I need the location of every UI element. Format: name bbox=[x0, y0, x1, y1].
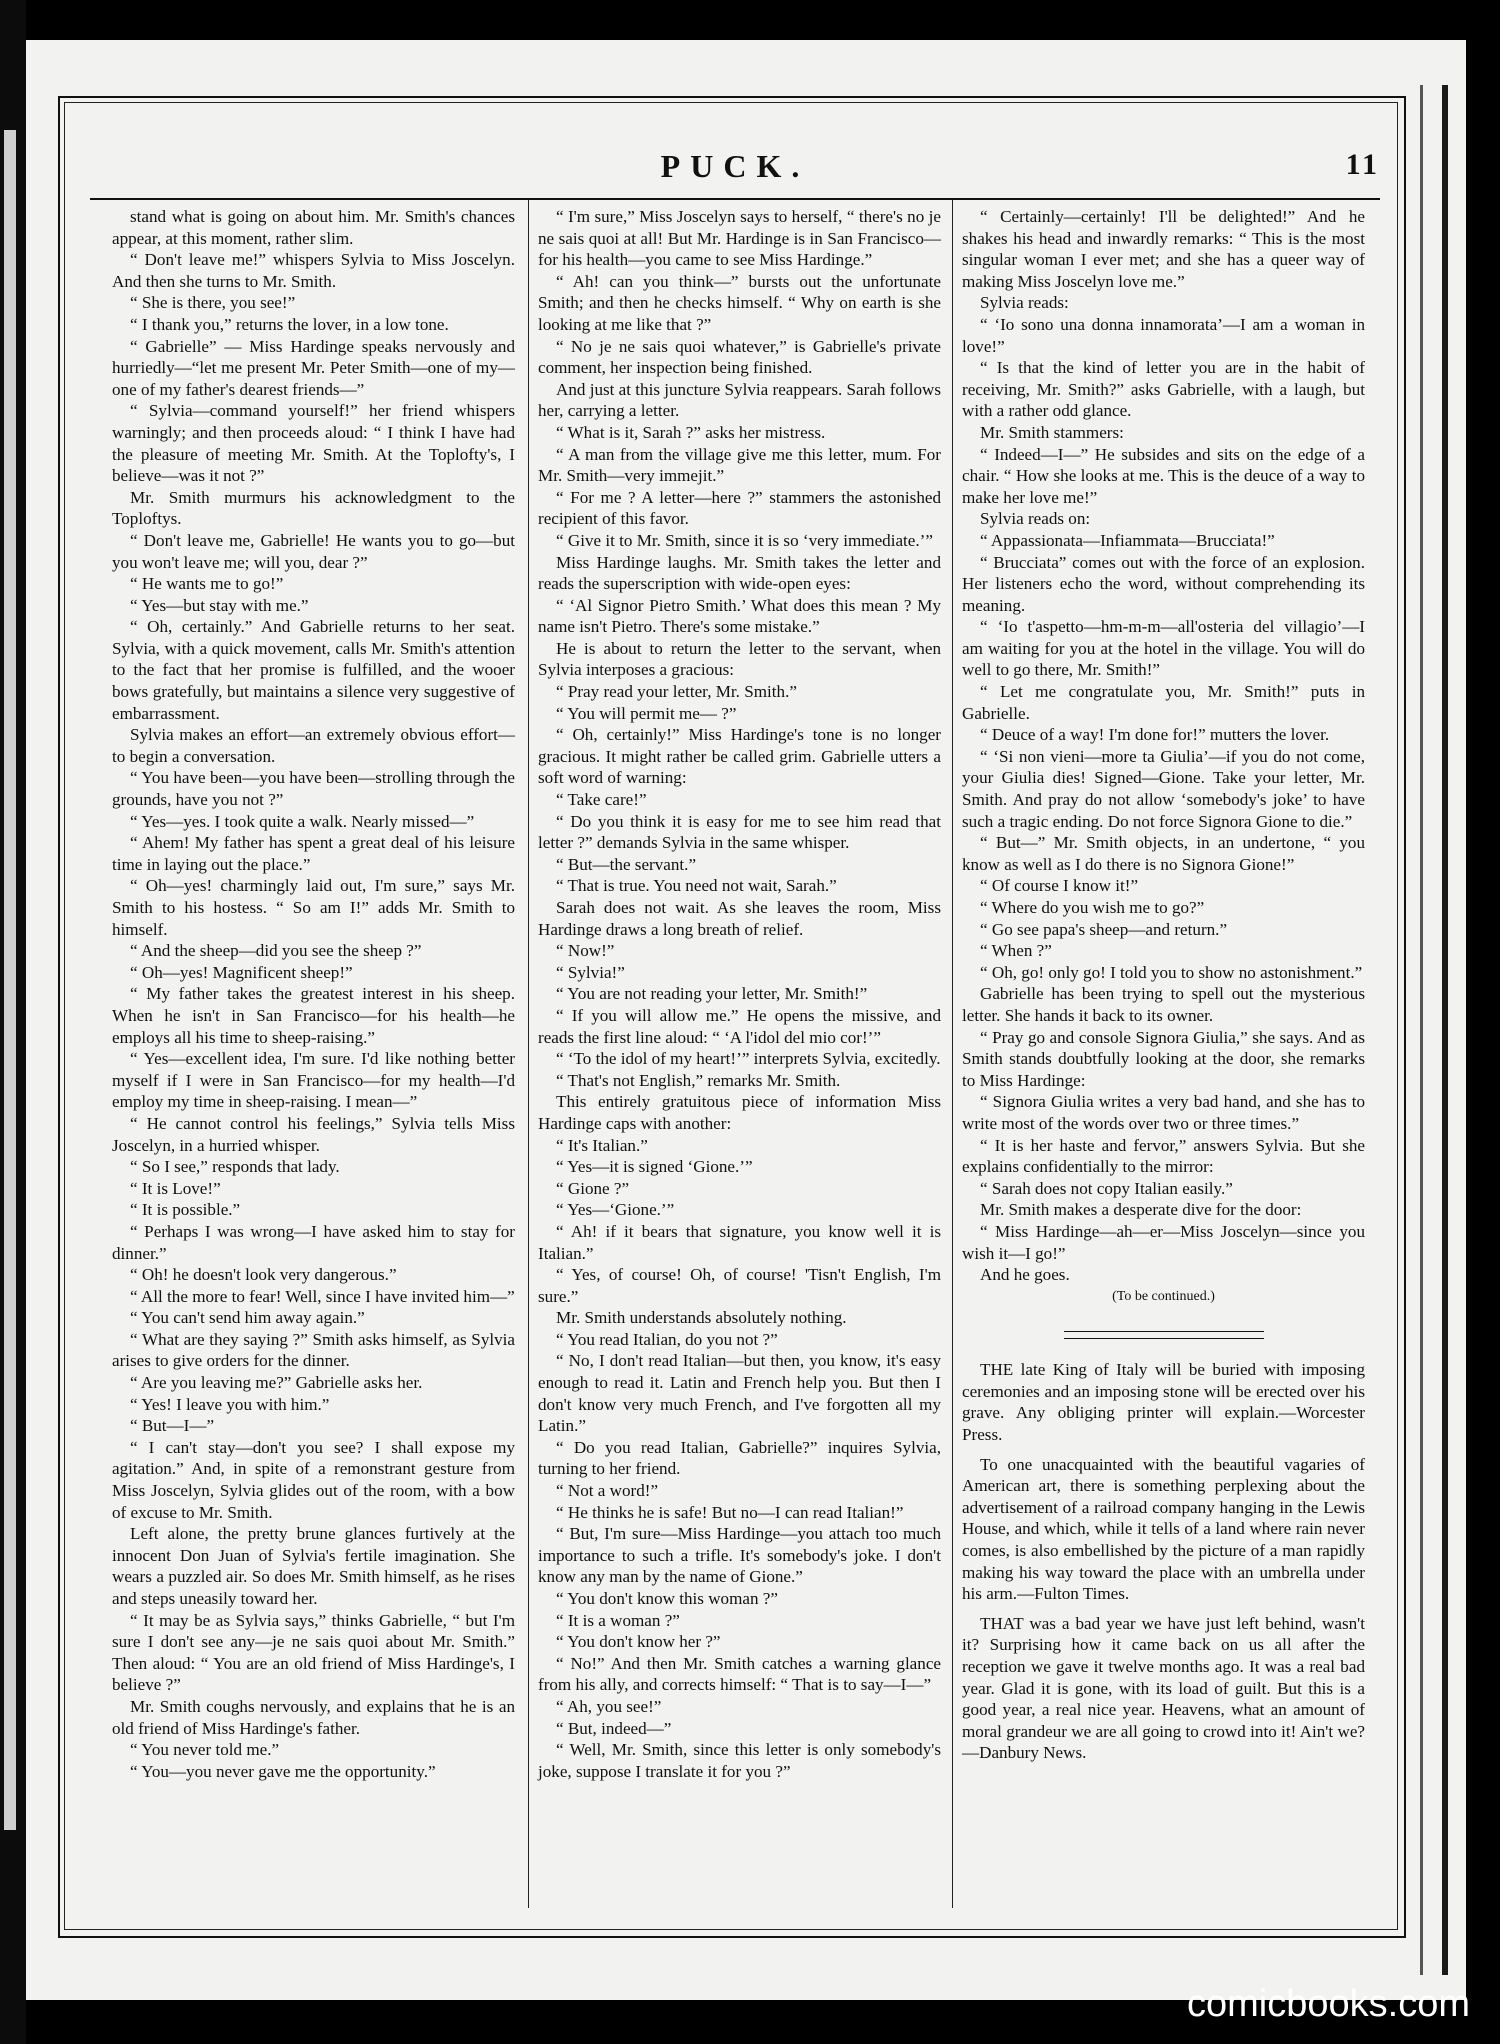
paragraph: “ Miss Hardinge—ah—er—Miss Joscelyn—since you wish it—I go!” bbox=[962, 1221, 1365, 1263]
paragraph: “ You—you never gave me the opportunity.” bbox=[130, 1761, 436, 1781]
paragraph: “ I thank you,” returns the lover, in a low tone. bbox=[130, 314, 449, 334]
paragraph: “ Sylvia—command yourself!” her friend whispers warningly; and then proceeds aloud: “ I think I have had the pleasure of meeting Mr. Smith. At the Toplofty's, I believe—was it not ?” bbox=[112, 401, 515, 486]
item-gap bbox=[962, 1446, 1365, 1454]
paragraph: Mr. Smith murmurs his acknowledgment to the Toploftys. bbox=[112, 487, 515, 529]
paragraph: “ Ah, you see!” bbox=[556, 1696, 662, 1716]
paragraph: “ But—” Mr. Smith objects, in an undertone, “ you know as well as I do there is no Signora Gione!” bbox=[962, 833, 1365, 874]
paragraph: Gabrielle has been trying to spell out the mysterious letter. She hands it back to its owner. bbox=[962, 984, 1365, 1025]
paragraph: “ I'm sure,” Miss Joscelyn says to herself, “ there's no je ne sais quoi at all! But Mr. Hardinge is in San Francisco—for his health—you came to see Miss Hardinge.” bbox=[538, 207, 941, 270]
paragraph: “ He cannot control his feelings,” Sylvia tells Miss Joscelyn, in a hurried whisper. bbox=[112, 1113, 515, 1155]
page-header bbox=[90, 148, 1380, 196]
paragraph: “ Of course I know it!” bbox=[980, 876, 1139, 896]
paragraph: “ You never told me.” bbox=[130, 1740, 280, 1760]
paragraph: Mr. Smith makes a desperate dive for the door: bbox=[980, 1200, 1302, 1220]
paragraph: “ Yes! I leave you with him.” bbox=[130, 1394, 330, 1414]
paragraph: “ You read Italian, do you not ?” bbox=[556, 1329, 778, 1349]
paragraph: “ It is her haste and fervor,” answers Sylvia. But she explains confidentially to the mirror: bbox=[962, 1135, 1365, 1177]
paragraph: “ Oh—yes! charmingly laid out, I'm sure,” says Mr. Smith to his hostess. “ So am I!” adds Mr. Smith to himself. bbox=[112, 876, 515, 939]
paragraph: “ Well, Mr. Smith, since this letter is only somebody's joke, suppose I translate it for you ?” bbox=[538, 1740, 941, 1781]
paragraph: “ ‘Si non vieni—more ta Giulia’—if you do not come, your Giulia dies! Signed—Gione. Take your letter, Mr. Smith. And pray do not allow ‘somebody's joke’ to have such a tragic ending. Do not force Signora Gione to die.” bbox=[962, 746, 1365, 831]
page-edge-line bbox=[1420, 85, 1423, 1975]
paragraph: “ You don't know this woman ?” bbox=[556, 1589, 778, 1608]
paragraph: Miss Hardinge laughs. Mr. Smith takes the letter and reads the superscription with wide-open eyes: bbox=[538, 552, 941, 594]
paragraph: Sarah does not wait. As she leaves the room, Miss Hardinge draws a long breath of relief. bbox=[538, 898, 941, 939]
paragraph: Sylvia reads: bbox=[980, 293, 1069, 313]
paragraph: “ Now!” bbox=[556, 941, 615, 961]
paragraph: “ Oh, certainly.” And Gabrielle returns to her seat. Sylvia, with a quick movement, calls Mr. Smith's attention to the fact that her promise is fulfilled, and the wooer bows gratefully, but maintains a silence very suggestive of embarrassment. bbox=[112, 617, 515, 723]
page-edge-shadow bbox=[1442, 85, 1448, 1975]
paragraph: “ Do you read Italian, Gabrielle?” inquires Sylvia, turning to her friend. bbox=[538, 1437, 941, 1479]
paragraph: “ If you will allow me.” He opens the missive, and reads the first line aloud: “ ‘A l'idol del mio cor!’” bbox=[538, 1005, 941, 1047]
column-divider bbox=[528, 200, 529, 1908]
paragraph: “ For me ? A letter—here ?” stammers the astonished recipient of this favor. bbox=[538, 487, 941, 529]
masthead-title: PUCK. bbox=[660, 148, 810, 184]
paragraph: “ Ahem! My father has spent a great deal of his leisure time in laying out the place.” bbox=[112, 833, 515, 874]
paragraph: Mr. Smith coughs nervously, and explains that he is an old friend of Miss Hardinge's father. bbox=[112, 1696, 515, 1738]
header-rule bbox=[90, 198, 1380, 200]
paragraph: “ Is that the kind of letter you are in the habit of receiving, Mr. Smith?” asks Gabrielle, with a laugh, but with a rather odd glance. bbox=[962, 358, 1365, 421]
paragraph: “ She is there, you see!” bbox=[130, 293, 296, 313]
paragraph: “ It's Italian.” bbox=[556, 1135, 648, 1155]
paragraph: “ Don't leave me!” whispers Sylvia to Miss Joscelyn. And then she turns to Mr. Smith. bbox=[112, 250, 515, 291]
paragraph: And he goes. bbox=[980, 1265, 1070, 1285]
paragraph: “ But, indeed—” bbox=[556, 1718, 672, 1738]
watermark-text: comicbooks.com bbox=[1187, 1983, 1470, 2025]
paragraph: “ Oh! he doesn't look very dangerous.” bbox=[130, 1265, 397, 1285]
paragraph: “ Appassionata—Infiammata—Brucciata!” bbox=[980, 530, 1275, 550]
paragraph: “ Do you think it is easy for me to see him read that letter ?” demands Sylvia in the same whisper. bbox=[538, 811, 941, 853]
paragraph: “ Brucciata” comes out with the force of an explosion. Her listeners echo the word, without comprehending its meaning. bbox=[962, 552, 1365, 615]
paragraph: “ Ah! if it bears that signature, you know well it is Italian.” bbox=[538, 1221, 941, 1263]
news-items bbox=[962, 1359, 1365, 1764]
paragraph: “ That's not English,” remarks Mr. Smith. bbox=[556, 1070, 841, 1090]
paragraph: “ No!” And then Mr. Smith catches a warning glance from his ally, and corrects himself: “ That is to say—I—” bbox=[538, 1653, 941, 1695]
paragraph: “ ‘To the idol of my heart!’” interprets Sylvia, excitedly. bbox=[556, 1049, 941, 1069]
paragraph: “ Where do you wish me to go?” bbox=[980, 898, 1205, 917]
adjacent-page-edge bbox=[4, 130, 16, 1830]
paragraph: “ Let me congratulate you, Mr. Smith!” puts in Gabrielle. bbox=[962, 682, 1365, 723]
text-column-2 bbox=[538, 206, 941, 1782]
paragraph: stand what is going on about him. Mr. Smith's chances appear, at this moment, rather slim. bbox=[112, 207, 515, 248]
paragraph: “ Gione ?” bbox=[556, 1178, 630, 1198]
paragraph: “ Take care!” bbox=[556, 790, 647, 810]
paragraph: “ Pray go and console Signora Giulia,” she says. And as Smith stands doubtfully looking at the door, she remarks to Miss Hardinge: bbox=[962, 1027, 1365, 1090]
column-divider bbox=[952, 200, 953, 1908]
section-separator bbox=[1064, 1331, 1264, 1339]
paragraph: “ Gabrielle” — Miss Hardinge speaks nervously and hurriedly—“let me present Mr. Peter Smith—one of my—one of my father's dearest friends—” bbox=[112, 336, 515, 399]
to-be-continued-note: (To be continued.) bbox=[1112, 1288, 1215, 1304]
news-item: THE late King of Italy will be buried with imposing ceremonies and an imposing stone will be erected over his grave. Any obliging printer will explain.—Worcester Press. bbox=[962, 1360, 1365, 1445]
paragraph: “ Pray read your letter, Mr. Smith.” bbox=[556, 682, 797, 702]
paragraph: “ Yes—yes. I took quite a walk. Nearly missed—” bbox=[130, 811, 475, 831]
paragraph: “ It is Love!” bbox=[130, 1178, 221, 1198]
paragraph: “ Yes—but stay with me.” bbox=[130, 595, 309, 615]
paragraph: “ ‘Io sono una donna innamorata’—I am a woman in love!” bbox=[962, 314, 1365, 356]
paragraph: “ Indeed—I—” He subsides and sits on the edge of a chair. “ How she looks at me. This is the deuce of a way to make her love me!” bbox=[962, 444, 1365, 507]
paragraph: “ When ?” bbox=[980, 941, 1052, 961]
paragraph: “ It may be as Sylvia says,” thinks Gabrielle, “ but I'm sure I don't see any—je ne sais quoi about Mr. Smith.” Then aloud: “ You are an old friend of Miss Hardinge's, I believe ?” bbox=[112, 1610, 515, 1695]
paragraph: “ Oh, go! only go! I told you to show no astonishment.” bbox=[980, 962, 1363, 982]
item-gap bbox=[962, 1605, 1365, 1613]
paragraph: “ Go see papa's sheep—and return.” bbox=[980, 919, 1228, 939]
paragraph: “ He thinks he is safe! But no—I can read Italian!” bbox=[556, 1502, 904, 1522]
paragraph: “ I can't stay—don't you see? I shall expose my agitation.” And, in spite of a remonstrant gesture from Miss Joscelyn, Sylvia glides out of the room, with a bow of excuse to Mr. Smith. bbox=[112, 1437, 515, 1522]
paragraph: “ ‘Io t'aspetto—hm-m-m—all'osteria del villagio’—I am waiting for you at the hotel in the village. You will do well to go there, Mr. Smith!” bbox=[962, 617, 1365, 680]
paragraph: “ And the sheep—did you see the sheep ?” bbox=[130, 941, 422, 961]
paragraph: “ Signora Giulia writes a very bad hand, and she has to write most of the words over two or three times.” bbox=[962, 1092, 1365, 1133]
paragraph: “ No, I don't read Italian—but then, you know, it's easy enough to read it. Latin and French help you. But then I don't know very much French, and I've forgotten all my Latin.” bbox=[538, 1351, 941, 1436]
paragraph: “ A man from the village give me this letter, mum. For Mr. Smith—very immejit.” bbox=[538, 444, 941, 486]
paragraph: “ Deuce of a way! I'm done for!” mutters the lover. bbox=[980, 725, 1330, 745]
news-item: To one unacquainted with the beautiful vagaries of American art, there is something perplexing about the advertisement of a railroad company hanging in the Lewis House, and which, while it tells of a land where rain never comes, is also embellished by the picture of a man rapidly making his way toward the place with an umbrella under his arm.—Fulton Times. bbox=[962, 1454, 1365, 1604]
paragraph: “ You will permit me— ?” bbox=[556, 703, 737, 723]
story-continuation bbox=[962, 206, 1365, 1286]
paragraph: “ Yes, of course! Oh, of course! 'Tisn't English, I'm sure.” bbox=[538, 1265, 941, 1306]
paragraph: “ No je ne sais quoi whatever,” is Gabrielle's private comment, her inspection being finished. bbox=[538, 336, 941, 378]
paragraph: Sylvia makes an effort—an extremely obvious effort—to begin a conversation. bbox=[112, 725, 515, 766]
paragraph: “ But, I'm sure—Miss Hardinge—you attach too much importance to such a trifle. It's somebody's joke. I don't know any man by the name of Gione.” bbox=[538, 1524, 941, 1587]
paragraph: He is about to return the letter to the servant, when Sylvia interposes a gracious: bbox=[538, 638, 941, 680]
paragraph: “ What is it, Sarah ?” asks her mistress. bbox=[556, 422, 826, 442]
page-number: 11 bbox=[1345, 148, 1380, 181]
paragraph: “ But—the servant.” bbox=[556, 854, 697, 874]
paragraph: “ So I see,” responds that lady. bbox=[130, 1157, 340, 1177]
paragraph: “ Yes—it is signed ‘Gione.’” bbox=[556, 1157, 753, 1177]
paragraph: “ Yes—excellent idea, I'm sure. I'd like nothing better myself if I were in San Francisco—for my health—I'd employ my time in sheep-raising. I mean—” bbox=[112, 1049, 515, 1112]
paragraph: “ That is true. You need not wait, Sarah.” bbox=[556, 876, 837, 896]
paragraph: Mr. Smith stammers: bbox=[980, 422, 1124, 442]
paragraph: “ What are they saying ?” Smith asks himself, as Sylvia arises to give orders for the dinner. bbox=[112, 1329, 515, 1371]
paragraph: “ Not a word!” bbox=[556, 1481, 659, 1501]
paragraph: Left alone, the pretty brune glances furtively at the innocent Don Juan of Sylvia's fertile imagination. She wears a puzzled air. So does Mr. Smith himself, as he rises and steps uneasily toward her. bbox=[112, 1524, 515, 1608]
paragraph: “ Oh—yes! Magnificent sheep!” bbox=[130, 962, 353, 982]
text-column-1 bbox=[112, 206, 515, 1782]
paragraph: Sylvia reads on: bbox=[980, 509, 1091, 529]
paragraph: “ He wants me to go!” bbox=[130, 574, 284, 594]
news-item: THAT was a bad year we have just left behind, wasn't it? Surprising how it came back on us all after the reception we gave it twelve months ago. It was a real bad year. Glad it is gone, with its load of guilt. But this is a good year, a real nice year. Heavens, what an amount of moral grandeur we are all going to crowd into it! Ain't we?—Danbury News. bbox=[962, 1613, 1365, 1763]
paragraph: This entirely gratuitous piece of information Miss Hardinge caps with another: bbox=[538, 1092, 941, 1133]
paragraph: “ Oh, certainly!” Miss Hardinge's tone is no longer gracious. It might rather be called grim. Gabrielle utters a soft word of warning: bbox=[538, 725, 941, 788]
paragraph: “ You are not reading your letter, Mr. Smith!” bbox=[556, 984, 868, 1004]
paragraph: “ Sarah does not copy Italian easily.” bbox=[980, 1178, 1233, 1198]
paragraph: “ My father takes the greatest interest in his sheep. When he isn't in San Francisco—for his health—he employs all his time to sheep-raising.” bbox=[112, 984, 515, 1047]
paragraph: “ Are you leaving me?” Gabrielle asks her. bbox=[130, 1373, 423, 1393]
paragraph: “ Yes—‘Gione.’” bbox=[556, 1200, 675, 1220]
paragraph: “ Don't leave me, Gabrielle! He wants you to go—but you won't leave me; will you, dear ?” bbox=[112, 530, 515, 572]
paragraph: “ Ah! can you think—” bursts out the unfortunate Smith; and then he checks himself. “ Why on earth is she looking at me like that ?” bbox=[538, 271, 941, 334]
paragraph: “ Give it to Mr. Smith, since it is so ‘very immediate.’” bbox=[556, 530, 933, 550]
paragraph: “ But—I—” bbox=[130, 1416, 215, 1436]
paragraph: Mr. Smith understands absolutely nothing. bbox=[556, 1308, 847, 1328]
paragraph: “ You can't send him away again.” bbox=[130, 1308, 365, 1328]
left-margin-strip bbox=[0, 0, 26, 2044]
paragraph: “ You don't know her ?” bbox=[556, 1632, 721, 1652]
paragraph: And just at this juncture Sylvia reappears. Sarah follows her, carrying a letter. bbox=[538, 379, 942, 421]
paragraph: “ All the more to fear! Well, since I have invited him—” bbox=[130, 1286, 515, 1306]
paragraph: “ Certainly—certainly! I'll be delighted!” And he shakes his head and inwardly remarks: “ This is the most singular woman I ever met; and she has a queer way of making Miss Joscelyn love me.” bbox=[962, 207, 1365, 291]
paragraph: “ Sylvia!” bbox=[556, 962, 625, 982]
paragraph: “ Perhaps I was wrong—I have asked him to stay for dinner.” bbox=[112, 1221, 515, 1263]
paragraph: “ You have been—you have been—strolling through the grounds, have you not ?” bbox=[112, 768, 515, 810]
paragraph: “ ‘Al Signor Pietro Smith.’ What does this mean ? My name isn't Pietro. There's some mistake.” bbox=[538, 595, 941, 637]
text-column-3 bbox=[962, 206, 1365, 1764]
paragraph: “ It is a woman ?” bbox=[556, 1610, 680, 1630]
paragraph: “ It is possible.” bbox=[130, 1200, 241, 1220]
